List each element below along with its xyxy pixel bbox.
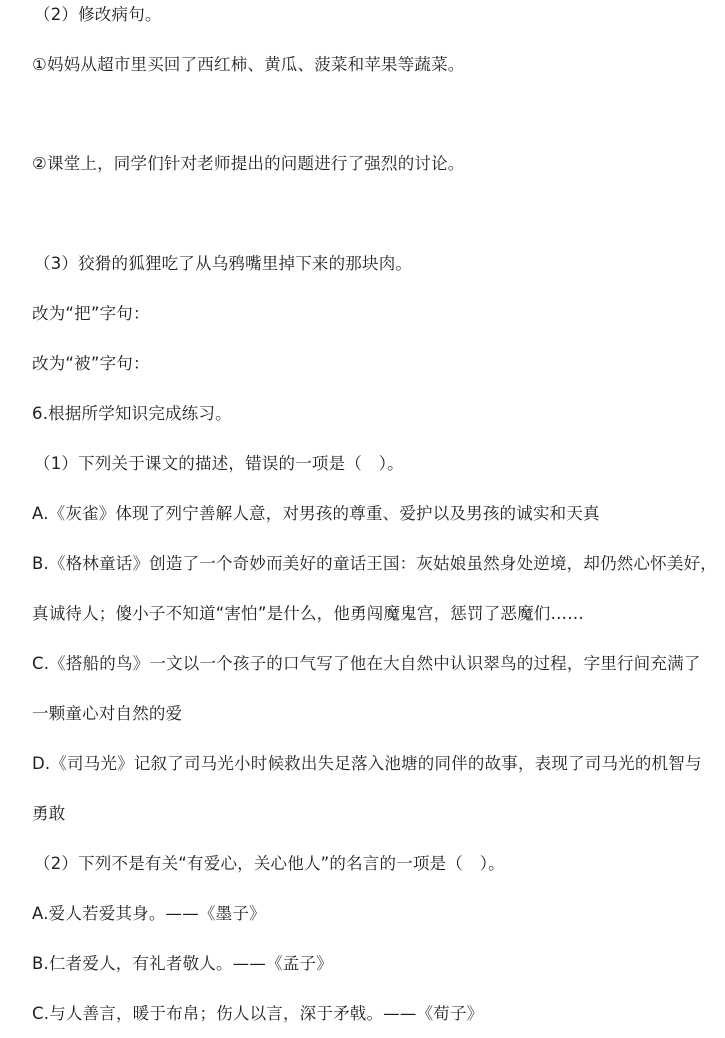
subquestion-1-stem: （1）下列关于课文的描述，错误的一项是（ ）。 (34, 454, 404, 473)
option-d-line-1: D.《司马光》记叙了司马光小时候救出失足落入池塘的同伴的故事，表现了司马光的机智与 (32, 754, 702, 773)
section-6-heading: 6.根据所学知识完成练习。 (32, 404, 232, 423)
option-b-line-2: 真诚待人；傻小子不知道“害怕”是什么，他勇闯魔鬼宫，惩罚了恶魔们…… (32, 604, 584, 623)
quote-option-b: B.仁者爱人，有礼者敬人。——《孟子》 (32, 954, 333, 973)
option-d-line-2: 勇敢 (32, 804, 66, 823)
sentence-2: ②课堂上，同学们针对老师提出的问题进行了强烈的讨论。 (32, 154, 465, 173)
option-c-line-1: C.《搭船的鸟》一文以一个孩子的口气写了他在大自然中认识翠鸟的过程，字里行间充满了 (32, 654, 701, 673)
sentence-1: ①妈妈从超市里买回了西红柿、黄瓜、菠菜和苹果等蔬菜。 (32, 55, 465, 74)
subquestion-2-stem: （2）下列不是有关“有爱心，关心他人”的名言的一项是（ ）。 (34, 854, 505, 873)
quote-option-c: C.与人善言，暖于布帛；伤人以言，深于矛戟。——《荀子》 (32, 1004, 484, 1023)
option-a: A.《灰雀》体现了列宁善解人意，对男孩的尊重、爱护以及男孩的诚实和天真 (32, 504, 600, 523)
ba-sentence-prompt: 改为“把”字句： (32, 304, 150, 323)
question-3-heading: （3）狡猾的狐狸吃了从乌鸦嘴里掉下来的那块肉。 (34, 254, 413, 273)
bei-sentence-prompt: 改为“被”字句： (32, 354, 150, 373)
option-c-line-2: 一颗童心对自然的爱 (32, 704, 183, 723)
quote-option-a: A.爱人若爱其身。——《墨子》 (32, 904, 266, 923)
option-b-line-1: B.《格林童话》创造了一个奇妙而美好的童话王国：灰姑娘虽然身处逆境，却仍然心怀美好， (32, 554, 717, 573)
question-2-heading: （2）修改病句。 (34, 5, 162, 24)
